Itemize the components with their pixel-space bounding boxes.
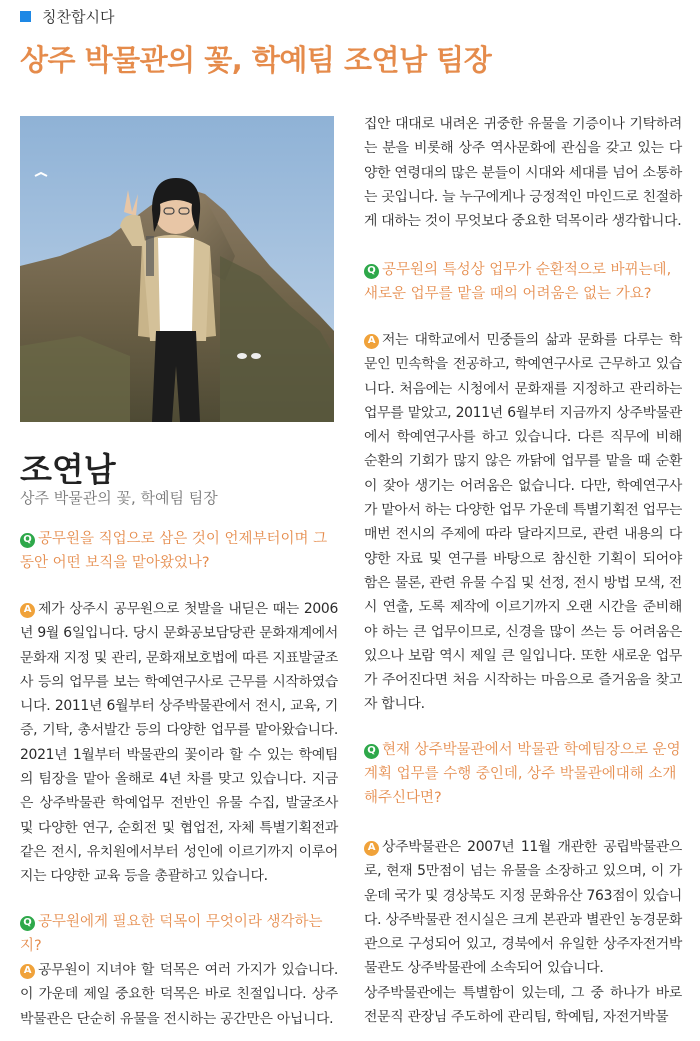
- answer-badge-icon: A: [364, 334, 379, 349]
- answer-4-paragraph-1: [364, 835, 682, 981]
- section-square-icon: [20, 11, 31, 22]
- answer-2-block: [20, 958, 338, 1031]
- answer-1: [20, 597, 338, 889]
- section-tag: [20, 6, 114, 26]
- answer-4-text-1: 상주박물관은 2007년 11월 개관한 공립박물관으로, 현재 5만점이 넘는 유물을 소장하고 있으며, 이 가운데 국가 및 경상북도 지정 문화유산 763점이 있습니다. 상주박물관 전시실은 크게 본관과 별관인 농경문화관으로 구성되어 있고, 경북에서 유일한 상주자전거박물관도 상주박물관에 소속되어 있습니다.: [364, 839, 682, 977]
- question-badge-icon: Q: [20, 533, 35, 548]
- question-badge-icon: Q: [20, 916, 35, 931]
- answer-badge-icon: A: [364, 841, 379, 856]
- answer-3-text: 저는 대학교에서 민중들의 삶과 문화를 다루는 학문인 민속학을 전공하고, 학예연구사로 근무하고 있습니다. 처음에는 시청에서 문화재를 지정하고 관리하는 업무를 맡았고, 2011년 6월부터 지금까지 상주박물관에서 학예연구사를 하고 있습니다. 다른 직무에 비해 순환의 기회가 많지 않은 까닭에 업무를 맡을 때 순환이 잦아 생기는 어려움은 없습니다. 다만, 학예연구사가 맡아서 하는 다양한 업무 가운데 특별기획전 업무는 매번 전시의 주제에 따라 달라지므로, 관련 내용의 다양한 자료 및 연구를 바탕으로 참신한 기획이 되어야 함은 물론, 관련 유물 수집 및 선정, 전시 방법 모색, 전시 연출, 도록 제작에 이르기까지 오랜 시간을 준비해야 하는 큰 업무이므로, 신경을 많이 쓰는 등 어려움은 있으나 보람 역시 제일 큰 일입니다. 또한 새로운 업무가 주어진다면 처음 시작하는 마음으로 즐거움을 찾고자 합니다.: [364, 332, 682, 713]
- answer-3: [364, 328, 682, 717]
- section-label: 칭찬합시다: [42, 7, 115, 26]
- question-3: [364, 258, 682, 306]
- answer-2-continued-block: [364, 112, 682, 233]
- profile-name: 조연남: [20, 450, 116, 489]
- question-badge-icon: Q: [364, 744, 379, 759]
- answer-3-block: [364, 328, 682, 717]
- question-1-text: 공무원을 직업으로 삼은 것이 언제부터이며 그동안 어떤 보직을 맡아왔었나?: [20, 531, 328, 571]
- question-2: [20, 910, 338, 958]
- profile-subtitle: 상주 박물관의 꽃, 학예팀 팀장: [20, 489, 218, 507]
- question-3-text: 공무원의 특성상 업무가 순환적으로 바뀌는데, 새로운 업무를 맡을 때의 어려움은 없는 가요?: [364, 262, 672, 302]
- question-1: [20, 527, 338, 575]
- answer-1-text: 제가 상주시 공무원으로 첫발을 내딛은 때는 2006년 9월 6일입니다. 당시 문화공보담당관 문화재계에서 문화재 지정 및 관리, 문화재보호법에 따른 지표발굴조사 등의 업무를 보는 학예연구사로 근무를 시작하였습니다. 2011년 6월부터 상주박물관에서 전시, 교육, 기증, 기탁, 총서발간 등의 다양한 업무를 맡아왔습니다. 2021년 1월부터 박물관의 꽃이라 할 수 있는 학예팀의 팀장을 맡아 올해로 4년 차를 맞고 있습니다. 지금은 상주박물관 학예업무 전반인 유물 수집, 발굴조사 및 다양한 연구, 순회전 및 협업전, 자체 특별기획전과 같은 전시, 유치원에서부터 성인에 이르기까지 이루어지는 다양한 교육 등을 총괄하고 있습니다.: [20, 601, 338, 885]
- answer-4-paragraph-2: 상주박물관에는 특별함이 있는데, 그 중 하나가 바로 전문직 관장님 주도하에 관리팀, 학예팀, 자전거박물: [364, 984, 682, 1026]
- question-4: [364, 738, 682, 810]
- question-2-block: [20, 910, 338, 958]
- answer-badge-icon: A: [20, 603, 35, 618]
- answer-badge-icon: A: [20, 964, 35, 979]
- answer-2-continued: 집안 대대로 내려온 귀중한 유물을 기증이나 기탁하려는 분을 비롯해 상주 역사문화에 관심을 갖고 있는 다양한 연령대의 많은 분들이 시대와 세대를 넘어 소통하는 곳입니다. 늘 누구에게나 긍정적인 마인드로 친절하게 대하는 것이 무엇보다 중요한 덕목이라 생각합니다.: [364, 116, 682, 230]
- question-badge-icon: Q: [364, 264, 379, 279]
- question-2-text: 공무원에게 필요한 덕목이 무엇이라 생각하는지?: [20, 914, 323, 954]
- answer-1-block: [20, 597, 338, 889]
- left-column: [20, 527, 338, 575]
- question-4-text: 현재 상주박물관에서 박물관 학예팀장으로 운영계획 업무를 수행 중인데, 상주 박물관에대해 소개해주신다면?: [364, 742, 681, 806]
- article-title: 상주 박물관의 꽃, 학예팀 조연남 팀장: [20, 43, 492, 77]
- answer-4: [364, 835, 682, 1029]
- profile-photo: [20, 116, 334, 422]
- answer-2: [20, 958, 338, 1031]
- question-4-block: [364, 738, 682, 810]
- question-3-block: [364, 258, 682, 306]
- answer-4-block: [364, 835, 682, 1029]
- answer-2-text: 공무원이 지녀야 할 덕목은 여러 가지가 있습니다. 이 가운데 제일 중요한 덕목은 바로 친절입니다. 상주박물관은 단순히 유물을 전시하는 공간만은 아닙니다.: [20, 962, 338, 1027]
